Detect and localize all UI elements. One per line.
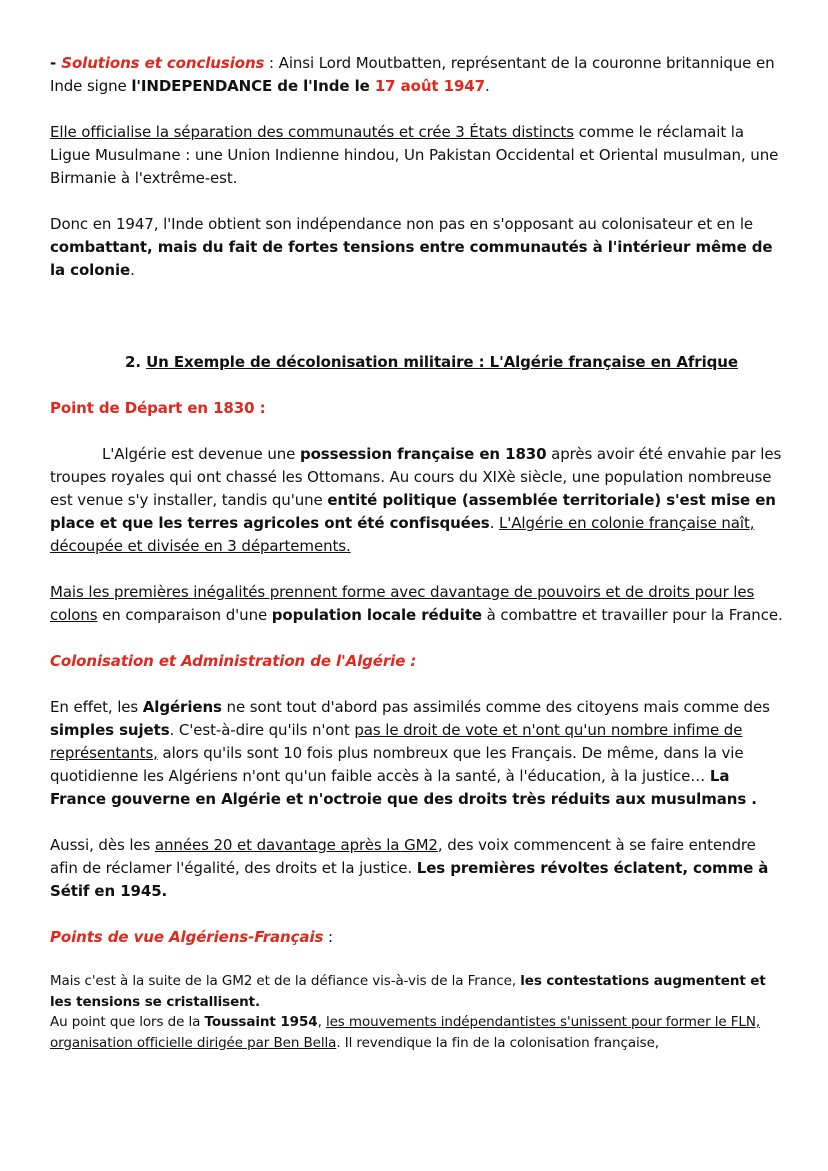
heading-point-depart: Point de Départ en 1830 : xyxy=(50,399,266,417)
document-page xyxy=(50,52,785,1053)
paragraph-conclusion-inde: Donc en 1947, l'Inde obtient son indépendance non pas en s'opposant au colonisateur et en le combattant, mais du fait de fortes tensions entre communautés à l'intérieur même de la colonie. xyxy=(50,215,773,279)
heading-points-de-vue: Points de vue Algériens-Français : xyxy=(50,928,333,946)
label-solutions: Solutions et conclusions xyxy=(61,54,265,72)
heading-colonisation: Colonisation et Administration de l'Algérie : xyxy=(50,652,417,670)
paragraph-revoltes: Aussi, dès les années 20 et davantage après la GM2, des voix commencent à se faire entendre afin de réclamer l'égalité, des droits et la justice. Les premières révoltes éclatent, comme à Sétif en 1945. xyxy=(50,836,769,900)
paragraph-possession: L'Algérie est devenue une possession française en 1830 après avoir été envahie par les troupes royales qui ont chassé les Ottomans. Au cours du XIXè siècle, une population nombreuse est venue s'y installer, tandis qu'une entité politique (assemblée territoriale) s'est mise en place et que les terres agricoles ont été confisquées. L'Algérie en colonie française naît, découpée et divisée en 3 départements. xyxy=(50,445,782,555)
paragraph-solutions: - Solutions et conclusions : Ainsi Lord Moutbatten, représentant de la couronne britannique en Inde signe l'INDEPENDANCE de l'Inde le 17 août 1947. xyxy=(50,54,775,95)
section-title: 2. Un Exemple de décolonisation militaire : L'Algérie française en Afrique xyxy=(125,353,738,371)
paragraph-sujets: En effet, les Algériens ne sont tout d'abord pas assimilés comme des citoyens mais comme des simples sujets. C'est-à-dire qu'ils n'ont pas le droit de vote et n'ont qu'un nombre infime de représentants, alors qu'ils sont 10 fois plus nombreux que les Français. De même, dans la vie quotidienne les Algériens n'ont qu'un faible accès à la santé, à l'éducation, à la justice… La France gouverne en Algérie et n'octroie que des droits très réduits aux musulmans . xyxy=(50,698,770,808)
date-independance: 17 août 1947 xyxy=(374,77,485,95)
paragraph-fln: Mais c'est à la suite de la GM2 et de la défiance vis-à-vis de la France, les contestations augmentent et les tensions se cristallisent. Au point que lors de la Toussaint 1954, les mouvements indépendantistes s'unissent pour former le FLN, organisation officielle dirigée par Ben Bella. Il revendique la fin de la colonisation française, xyxy=(50,973,766,1051)
paragraph-separation: Elle officialise la séparation des communautés et crée 3 États distincts comme le réclamait la Ligue Musulmane : une Union Indienne hindou, Un Pakistan Occidental et Oriental musulman, une Birmanie à l'extrême-est. xyxy=(50,123,779,187)
paragraph-inegalites: Mais les premières inégalités prennent forme avec davantage de pouvoirs et de droits pour les colons en comparaison d'une population locale réduite à combattre et travailler pour la France. xyxy=(50,583,783,624)
